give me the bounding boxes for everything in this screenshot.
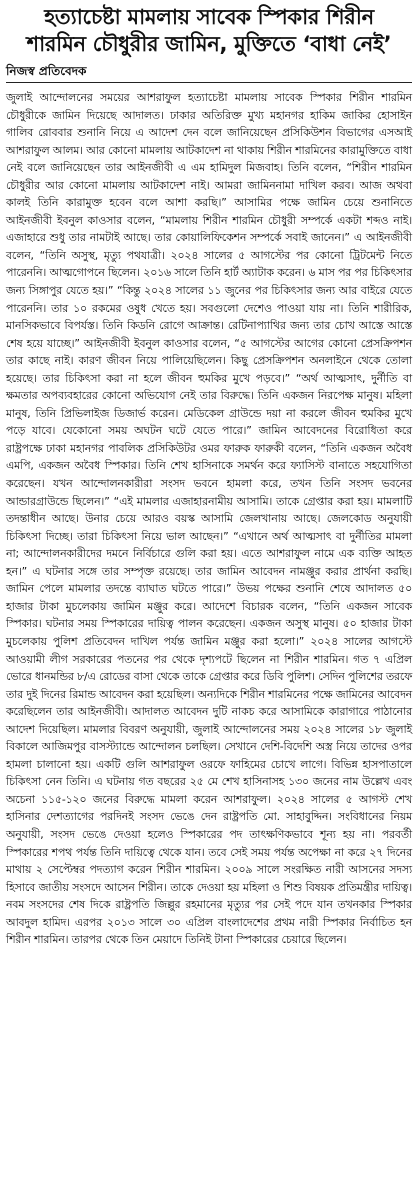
headline [6,4,412,58]
article-body: জুলাই আন্দোলনের সময়ের আশরাফুল হত্যাচেষ্টা মামলায় সাবেক স্পিকার শিরীন শারমিন চৌধুরীকে জামিন দিয়েছে আদালত। ঢাকার অতিরিক্ত মুখ্য মহানগর হাকিম জাকির হোসাইন গালিব রোববার শুনানি নিয়ে এ আদেশ দেন বলে জানিয়েছেন প্রসিকিউশন বিভাগের এসআই আশরাফুল আলম। আর কোনো মামলায় আটকাদেশ না থাকায় শিরীন শারমিনের কারামুক্তিতে বাধা নেই বলে জানিয়েছেন তার আইনজীবী এ এম হামিদুল মিজবাহ। তিনি বলেন, “শিরীন শারমিন চৌধুরীর আর কোনো মামলায় আটকাদেশ নাই। আমরা জামিননামা দাখিল করব। আজ অথবা কালই তিনি কারামুক্ত হবেন বলে আশা করছি।” আসামির পক্ষে জামিন চেয়ে শুনানিতে আইনজীবী ইবনুল কাওসার বলেন, “মামলায় শিরীন শারমিন চৌধুরী সম্পর্কে একটা শব্দও নাই। এজাহারে শুধু তার নামটাই আছে। তার কোয়ালিফিকেশন সম্পর্কে সবাই জানেন।” এ আইনজীবী বলেন, “তিনি অসুস্থ, মৃত্যু পথযাত্রী। ২০২৪ সালের ৫ আগস্টের পর কোনো ট্রিটমেন্ট নিতে পারেননি। আত্মগোপনে ছিলেন। ২০১৬ সালে তিনি হার্ট অ্যাটাক করেন। ৬ মাস পর পর চিকিৎসার জন্য সিঙ্গাপুর যেতে হয়।” “কিন্তু ২০২৪ সালের ১১ জুনের পর চিকিৎসার জন্য আর বাইরে যেতে পারেননি। তার ১০ রকমের ওষুধ খেতে হয়। সবগুলো দেশেও পাওয়া যায় না। তিনি শারীরিক, মানসিকভাবে বিপর্যস্ত। তিনি কিডনি রোগে আক্রান্ত। রেটিনাপ্যাথির জন্য তার চোখ আস্তে আস্তে শেষ হয়ে যাচ্ছে।” আইনজীবী ইবনুল কাওসার বলেন, “৫ আগস্টের আগের কোনো প্রেসক্রিপশন তার কাছে নাই। কারণ জীবন নিয়ে পালিয়েছিলেন। কিছু প্রেসক্রিপশন অনলাইনে থেকে তোলা হয়েছে। তার চিকিৎসা করা না হলে জীবন হুমকির মুখে পড়বে।” “অর্থ আত্মসাৎ, দুর্নীতি বা ক্ষমতার অপব্যবহারের কোনো অভিযোগ নেই তার বিরুদ্ধে। তিনি একজন নিরপেক্ষ মানুষ। মহিলা মানুষ, তিনি প্রিভিলাইজ ডিজার্ভ করেন। মেডিকেল গ্রাউন্ডে দয়া না করলে জীবন হুমকির মুখে পড়ে যাবে। যেকোনো সময় অঘটন ঘটে যেতে পারে।” জামিন আবেদনের বিরোধিতা করে রাষ্ট্রপক্ষে ঢাকা মহানগর পাবলিক প্রসিকিউটর ওমর ফারুক ফারুকী বলেন, “তিনি একজন অবৈধ এমপি, একজন অবৈধ স্পিকার। তিনি শেখ হাসিনাকে সমর্থন করে ফ্যাসিস্ট বানাতে সহযোগিতা করেছেন। যখন আন্দোলনকারীরা সংসদ ভবনে হামলা করে, তখন তিনি সংসদ ভবনের আন্ডারগ্রাউন্ডে ছিলেন।” “এই মামলার এজাহারনামীয় আসামি। তাকে গ্রেপ্তার করা হয়। মামলাটি তদন্তাধীন আছে। উনার চেয়ে আরও বয়স্ক আসামি জেলখানায় আছে। জেলকোড অনুযায়ী চিকিৎসা দিচ্ছে। তারা চিকিৎসা নিয়ে ভাল আছেন।” “এখানে অর্থ আত্মসাৎ বা দুর্নীতির মামলা না; আন্দোলনকারীদের দমনে নির্বিচারে গুলি করা হয়। এতে আশরাফুল নামে এক ব্যক্তি আহত হন।” এ ঘটনার সঙ্গে তার সম্পৃক্ত রয়েছে। তার জামিন আবেদন নামঞ্জুর করার প্রার্থনা করছি। জামিন পেলে মামলার তদন্তে ব্যাঘাত ঘটতে পারে।” উভয় পক্ষের শুনানি শেষে আদালত ৫০ হাজার টাকা মুচলেকায় জামিন মঞ্জুর করে। আদেশে বিচারক বলেন, “তিনি একজন সাবেক স্পিকার। ঘটনার সময় স্পিকারের দায়িত্ব পালন করেছেন। একজন অসুস্থ মানুষ। ৫০ হাজার টাকা মুচলেকায় পুলিশ প্রতিবেদন দাখিল পর্যন্ত জামিন মঞ্জুর করা হলো।” ২০২৪ সালের আগস্টে আওয়ামী লীগ সরকারের পতনের পর থেকে দৃশ্যপটে ছিলেন না শিরীন শারমিন। গত ৭ এপ্রিল ভোরে ধানমন্ডির ৮/এ রোডের বাসা থেকে তাকে গ্রেপ্তার করে ডিবি পুলিশ। সেদিন পুলিশের তরফে তার দুই দিনের রিমান্ড আবেদন করা হয়েছিল। অন্যদিকে শিরীন শারমিনের পক্ষে জামিনের আবেদন করেছিলেন তার আইনজীবী। আদালত আবেদন দুটি নাকচ করে আসামিকে কারাগারে পাঠানোর আদেশ দিয়েছিল। মামলার বিবরণ অনুযায়ী, জুলাই আন্দোলনের সময় ২০২৪ সালের ১৮ জুলাই বিকালে আজিমপুর বাসস্ট্যান্ডে আন্দোলন চলছিল। সেখানে দেশি-বিদেশি অস্ত্র নিয়ে তাদের ওপর হামলা চালানো হয়। একটি গুলি আশরাফুল ওরফে ফাহিমের চোখে লাগে। বিভিন্ন হাসপাতালে চিকিৎসা নেন তিনি। এ ঘটনায় গত বছরের ২৫ মে শেখ হাসিনাসহ ১৩০ জনের নাম উল্লেখ এবং অচেনা ১১৫-১২০ জনের বিরুদ্ধে মামলা করেন আশরাফুল। ২০২৪ সালের ৫ আগস্ট শেখ হাসিনার দেশত্যাগের পরদিনই সংসদ ভেঙে দেন রাষ্ট্রপতি মো. সাহাবুদ্দিন। সংবিধানের নিয়ম অনুযায়ী, সংসদ ভেঙে দেওয়া হলেও স্পিকারের পদ তাৎক্ষণিকভাবে শূন্য হয় না। পরবর্তী স্পিকারের শপথ পর্যন্ত তিনি দায়িত্বে থেকে যান। তবে সেই সময় পর্যন্ত অপেক্ষা না করে ২৭ দিনের মাথায় ২ সেপ্টেম্বর পদত্যাগ করেন শিরীন শারমিন। ২০০৯ সালে সংরক্ষিত নারী আসনের সদস্য হিসাবে জাতীয় সংসদে আসেন শিরীন। তাকে দেওয়া হয় মহিলা ও শিশু বিষয়ক প্রতিমন্ত্রীর দায়িত্ব। নবম সংসদের শেষ দিকে রাষ্ট্রপতি জিল্লুর রহমানের মৃত্যুর পর সেই পদে যান তখনকার স্পিকার আবদুল হামিদ। এরপর ২০১৩ সালে ৩০ এপ্রিল বাংলাদেশের প্রথম নারী স্পিকার নির্বাচিত হন শিরীন শারমিন। তারপর থেকে তিন মেয়াদে তিনিই টানা স্পিকারের চেয়ারে ছিলেন। [6,91,412,947]
headline-line: শারমিন চৌধুরীর জামিন, মুক্তিতে ‘বাধা নেই’ [26,32,392,56]
divider [6,82,412,83]
headline-line: হত্যাচেষ্টা মামলায় সাবেক স্পিকার শিরীন [44,5,374,29]
byline: নিজস্ব প্রতিবেদক [6,64,87,78]
byline-block [6,60,412,79]
